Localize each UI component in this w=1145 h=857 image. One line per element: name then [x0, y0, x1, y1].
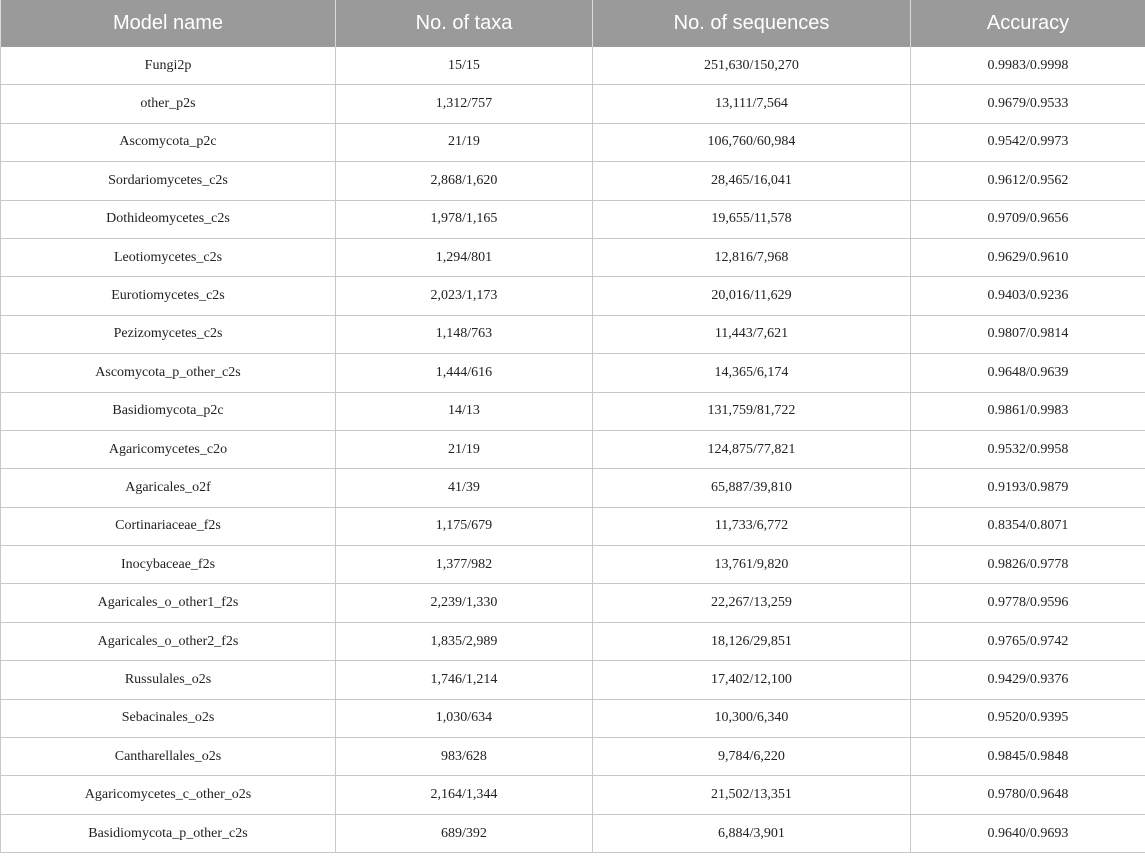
model-name-cell: Agaricales_o_other2_f2s — [1, 622, 336, 660]
taxa-cell: 2,239/1,330 — [336, 584, 593, 622]
model-name-cell: Fungi2p — [1, 47, 336, 85]
model-name-cell: Inocybaceae_f2s — [1, 546, 336, 584]
taxa-cell: 1,377/982 — [336, 546, 593, 584]
table-row — [1, 584, 1145, 622]
table-row — [1, 162, 1145, 200]
accuracy-cell: 0.9709/0.9656 — [911, 200, 1145, 238]
model-name-cell: Agaricales_o_other1_f2s — [1, 584, 336, 622]
table-row — [1, 392, 1145, 430]
table-row — [1, 47, 1145, 85]
table-row — [1, 315, 1145, 353]
model-name-cell: Eurotiomycetes_c2s — [1, 277, 336, 315]
accuracy-cell: 0.8354/0.8071 — [911, 507, 1145, 545]
taxa-cell: 1,030/634 — [336, 699, 593, 737]
sequences-cell: 12,816/7,968 — [593, 238, 911, 276]
taxa-cell: 689/392 — [336, 814, 593, 852]
taxa-cell: 15/15 — [336, 47, 593, 85]
taxa-cell: 983/628 — [336, 738, 593, 776]
sequences-cell: 131,759/81,722 — [593, 392, 911, 430]
accuracy-cell: 0.9983/0.9998 — [911, 47, 1145, 85]
accuracy-cell: 0.9826/0.9778 — [911, 546, 1145, 584]
sequences-cell: 19,655/11,578 — [593, 200, 911, 238]
table-row — [1, 738, 1145, 776]
model-name-cell: Russulales_o2s — [1, 661, 336, 699]
sequences-cell: 17,402/12,100 — [593, 661, 911, 699]
accuracy-cell: 0.9778/0.9596 — [911, 584, 1145, 622]
sequences-cell: 65,887/39,810 — [593, 469, 911, 507]
sequences-cell: 9,784/6,220 — [593, 738, 911, 776]
table-row — [1, 507, 1145, 545]
model-name-cell: Pezizomycetes_c2s — [1, 315, 336, 353]
table-row — [1, 354, 1145, 392]
table-row — [1, 546, 1145, 584]
model-name-cell: Dothideomycetes_c2s — [1, 200, 336, 238]
taxa-cell: 1,175/679 — [336, 507, 593, 545]
sequences-cell: 106,760/60,984 — [593, 123, 911, 161]
accuracy-cell: 0.9629/0.9610 — [911, 238, 1145, 276]
accuracy-cell: 0.9520/0.9395 — [911, 699, 1145, 737]
table-row — [1, 200, 1145, 238]
model-name-cell: Agaricomycetes_c_other_o2s — [1, 776, 336, 814]
table-header — [1, 0, 1145, 47]
table-body — [1, 47, 1145, 853]
accuracy-cell: 0.9542/0.9973 — [911, 123, 1145, 161]
accuracy-cell: 0.9640/0.9693 — [911, 814, 1145, 852]
model-name-cell: Basidiomycota_p2c — [1, 392, 336, 430]
accuracy-cell: 0.9612/0.9562 — [911, 162, 1145, 200]
sequences-cell: 13,761/9,820 — [593, 546, 911, 584]
model-name-cell: Ascomycota_p2c — [1, 123, 336, 161]
accuracy-cell: 0.9429/0.9376 — [911, 661, 1145, 699]
taxa-cell: 1,294/801 — [336, 238, 593, 276]
accuracy-cell: 0.9845/0.9848 — [911, 738, 1145, 776]
model-name-cell: Agaricomycetes_c2o — [1, 430, 336, 468]
sequences-cell: 124,875/77,821 — [593, 430, 911, 468]
accuracy-cell: 0.9403/0.9236 — [911, 277, 1145, 315]
table-row — [1, 699, 1145, 737]
accuracy-cell: 0.9861/0.9983 — [911, 392, 1145, 430]
table-row — [1, 814, 1145, 852]
taxa-cell: 2,868/1,620 — [336, 162, 593, 200]
sequences-cell: 10,300/6,340 — [593, 699, 911, 737]
sequences-cell: 11,443/7,621 — [593, 315, 911, 353]
sequences-cell: 22,267/13,259 — [593, 584, 911, 622]
model-name-cell: Sordariomycetes_c2s — [1, 162, 336, 200]
taxa-cell: 1,312/757 — [336, 85, 593, 123]
sequences-cell: 28,465/16,041 — [593, 162, 911, 200]
sequences-cell: 18,126/29,851 — [593, 622, 911, 660]
header-row — [1, 0, 1145, 47]
sequences-cell: 6,884/3,901 — [593, 814, 911, 852]
sequences-cell: 11,733/6,772 — [593, 507, 911, 545]
table-row — [1, 661, 1145, 699]
table-row — [1, 123, 1145, 161]
taxa-cell: 21/19 — [336, 430, 593, 468]
table-row — [1, 622, 1145, 660]
table-row — [1, 430, 1145, 468]
taxa-cell: 21/19 — [336, 123, 593, 161]
model-name-cell: Ascomycota_p_other_c2s — [1, 354, 336, 392]
taxa-cell: 41/39 — [336, 469, 593, 507]
taxa-cell: 1,148/763 — [336, 315, 593, 353]
sequences-cell: 21,502/13,351 — [593, 776, 911, 814]
sequences-cell: 14,365/6,174 — [593, 354, 911, 392]
taxa-cell: 1,746/1,214 — [336, 661, 593, 699]
model-name-cell: Sebacinales_o2s — [1, 699, 336, 737]
table-row — [1, 776, 1145, 814]
model-name-cell: other_p2s — [1, 85, 336, 123]
model-name-cell: Cantharellales_o2s — [1, 738, 336, 776]
accuracy-cell: 0.9193/0.9879 — [911, 469, 1145, 507]
header-accuracy: Accuracy — [911, 0, 1145, 47]
table-row — [1, 85, 1145, 123]
accuracy-cell: 0.9780/0.9648 — [911, 776, 1145, 814]
model-name-cell: Cortinariaceae_f2s — [1, 507, 336, 545]
header-model-name: Model name — [1, 0, 336, 47]
accuracy-cell: 0.9532/0.9958 — [911, 430, 1145, 468]
sequences-cell: 251,630/150,270 — [593, 47, 911, 85]
accuracy-cell: 0.9679/0.9533 — [911, 85, 1145, 123]
header-no-of-sequences: No. of sequences — [593, 0, 911, 47]
taxa-cell: 1,835/2,989 — [336, 622, 593, 660]
model-name-cell: Basidiomycota_p_other_c2s — [1, 814, 336, 852]
taxa-cell: 1,444/616 — [336, 354, 593, 392]
model-name-cell: Leotiomycetes_c2s — [1, 238, 336, 276]
taxa-cell: 2,164/1,344 — [336, 776, 593, 814]
taxa-cell: 1,978/1,165 — [336, 200, 593, 238]
taxa-cell: 2,023/1,173 — [336, 277, 593, 315]
model-name-cell: Agaricales_o2f — [1, 469, 336, 507]
header-no-of-taxa: No. of taxa — [336, 0, 593, 47]
sequences-cell: 20,016/11,629 — [593, 277, 911, 315]
table-row — [1, 238, 1145, 276]
accuracy-cell: 0.9648/0.9639 — [911, 354, 1145, 392]
accuracy-cell: 0.9807/0.9814 — [911, 315, 1145, 353]
accuracy-cell: 0.9765/0.9742 — [911, 622, 1145, 660]
table-row — [1, 277, 1145, 315]
taxa-cell: 14/13 — [336, 392, 593, 430]
table-row — [1, 469, 1145, 507]
sequences-cell: 13,111/7,564 — [593, 85, 911, 123]
